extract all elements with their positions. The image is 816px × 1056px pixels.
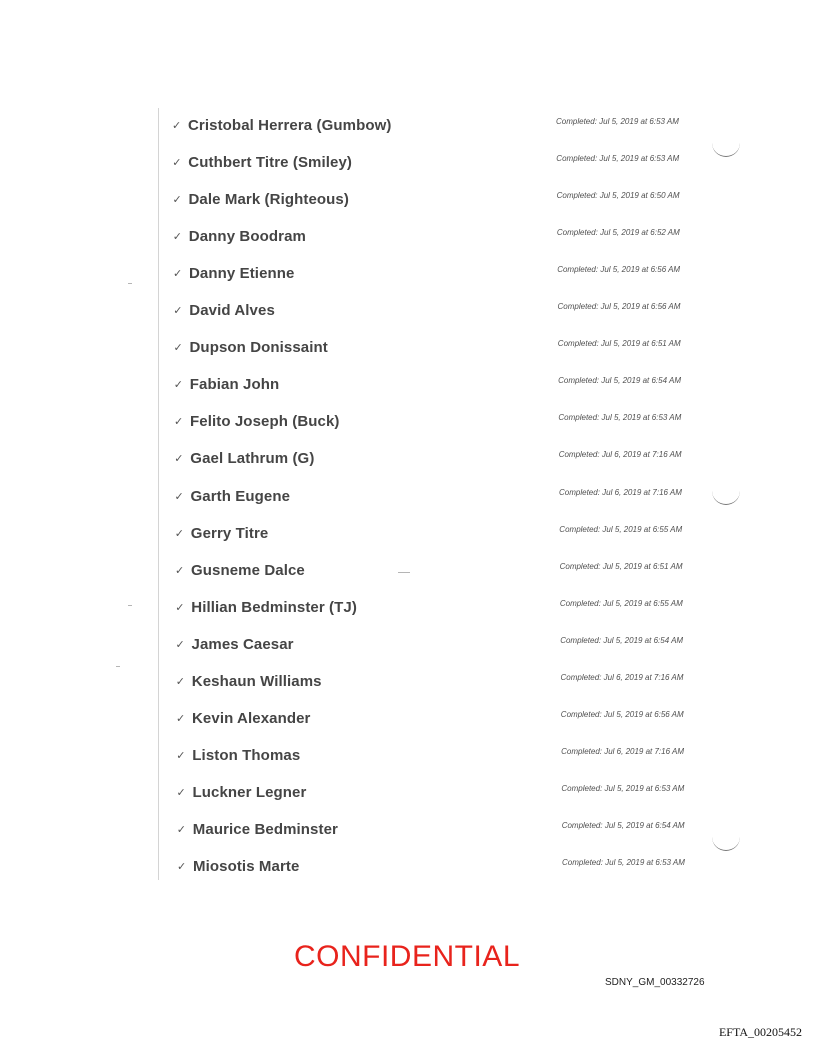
confidential-stamp xyxy=(0,940,816,974)
completed-timestamp: Completed: Jul 5, 2019 at 6:53 AM xyxy=(561,783,685,793)
completed-timestamp: Completed: Jul 5, 2019 at 6:53 AM xyxy=(558,413,682,423)
checkmark-icon: ✓ xyxy=(173,341,183,355)
entry-name: Keshaun Williams xyxy=(191,672,322,690)
checkmark-icon: ✓ xyxy=(175,674,186,688)
completed-timestamp: Completed: Jul 5, 2019 at 6:51 AM xyxy=(557,339,681,349)
entry-name: Danny Etienne xyxy=(189,265,295,283)
completed-timestamp: Completed: Jul 5, 2019 at 6:51 AM xyxy=(559,561,683,571)
entry-name: Garth Eugene xyxy=(190,487,291,505)
entry-name: David Alves xyxy=(189,302,275,320)
entry-name: Miosotis Marte xyxy=(193,858,300,875)
entry-name: Dupson Donissaint xyxy=(189,339,328,357)
scan-artifact xyxy=(116,666,120,667)
confidential-label: CONFIDENTIAL xyxy=(293,940,521,973)
completed-timestamp: Completed: Jul 5, 2019 at 6:52 AM xyxy=(556,228,680,238)
completed-timestamp: Completed: Jul 5, 2019 at 6:56 AM xyxy=(557,302,681,312)
scan-artifact xyxy=(128,605,132,606)
entry-name: Maurice Bedminster xyxy=(192,820,338,838)
entry-name: Kevin Alexander xyxy=(192,709,311,727)
entry-name: Liston Thomas xyxy=(192,746,301,764)
checkmark-icon: ✓ xyxy=(176,785,186,799)
completed-timestamp: Completed: Jul 5, 2019 at 6:55 AM xyxy=(559,524,683,534)
checkmark-icon: ✓ xyxy=(174,452,184,466)
checkmark-icon: ✓ xyxy=(173,378,184,392)
checkmark-icon: ✓ xyxy=(174,489,184,503)
checkmark-icon: ✓ xyxy=(175,563,185,577)
entry-name: Hillian Bedminster (TJ) xyxy=(191,598,357,616)
completed-timestamp: Completed: Jul 5, 2019 at 6:53 AM xyxy=(556,154,680,164)
entry-name: Gusneme Dalce xyxy=(191,561,305,579)
entry-name: Cristobal Herrera (Gumbow) xyxy=(188,117,392,134)
checkmark-icon: ✓ xyxy=(172,193,182,207)
checkmark-icon: ✓ xyxy=(173,304,183,318)
completed-timestamp: Completed: Jul 5, 2019 at 6:55 AM xyxy=(559,598,683,608)
completed-timestamp: Completed: Jul 6, 2019 at 7:16 AM xyxy=(558,450,682,460)
checkmark-icon: ✓ xyxy=(174,415,184,429)
checkmark-icon: ✓ xyxy=(173,267,183,281)
bates-number: SDNY_GM_00332726 xyxy=(605,977,705,988)
entry-name: Cuthbert Titre (Smiley) xyxy=(188,154,353,172)
checkmark-icon: ✓ xyxy=(174,526,185,540)
footer-id: EFTA_00205452 xyxy=(718,1025,802,1039)
completed-timestamp: Completed: Jul 6, 2019 at 7:16 AM xyxy=(561,746,684,756)
entry-name: Fabian John xyxy=(189,376,280,394)
completed-timestamp: Completed: Jul 5, 2019 at 6:54 AM xyxy=(561,820,685,830)
completed-timestamp: Completed: Jul 5, 2019 at 6:54 AM xyxy=(558,376,681,386)
completed-timestamp: Completed: Jul 6, 2019 at 7:16 AM xyxy=(559,487,682,497)
scan-artifact xyxy=(128,283,132,284)
checkmark-icon: ✓ xyxy=(175,600,185,614)
checkmark-icon: ✓ xyxy=(176,748,186,762)
entry-name: James Caesar xyxy=(191,635,294,653)
checkmark-icon: ✓ xyxy=(176,822,187,836)
checkmark-icon: ✓ xyxy=(172,156,182,170)
entry-name: Dale Mark (Righteous) xyxy=(188,191,349,209)
entry-name: Danny Boodram xyxy=(188,228,306,246)
completed-timestamp: Completed: Jul 6, 2019 at 7:16 AM xyxy=(560,672,684,682)
entry-name: Luckner Legner xyxy=(192,783,307,801)
completed-timestamp: Completed: Jul 5, 2019 at 6:56 AM xyxy=(557,265,681,275)
completed-timestamp: Completed: Jul 5, 2019 at 6:50 AM xyxy=(556,191,680,201)
checkmark-icon: ✓ xyxy=(172,119,182,132)
completed-timestamp: Completed: Jul 5, 2019 at 6:53 AM xyxy=(556,117,679,126)
entry-name: Felito Joseph (Buck) xyxy=(190,413,340,431)
checkmark-icon: ✓ xyxy=(172,230,183,244)
completed-timestamp: Completed: Jul 5, 2019 at 6:56 AM xyxy=(560,709,684,719)
completed-timestamp: Completed: Jul 5, 2019 at 6:54 AM xyxy=(560,635,684,645)
scan-artifact xyxy=(398,572,410,573)
entry-name: Gael Lathrum (G) xyxy=(190,450,315,468)
checkmark-icon: ✓ xyxy=(176,711,186,725)
checkmark-icon: ✓ xyxy=(175,637,185,651)
entry-name: Gerry Titre xyxy=(190,524,269,542)
completed-timestamp: Completed: Jul 5, 2019 at 6:53 AM xyxy=(562,858,685,867)
checkmark-icon: ✓ xyxy=(177,860,187,873)
